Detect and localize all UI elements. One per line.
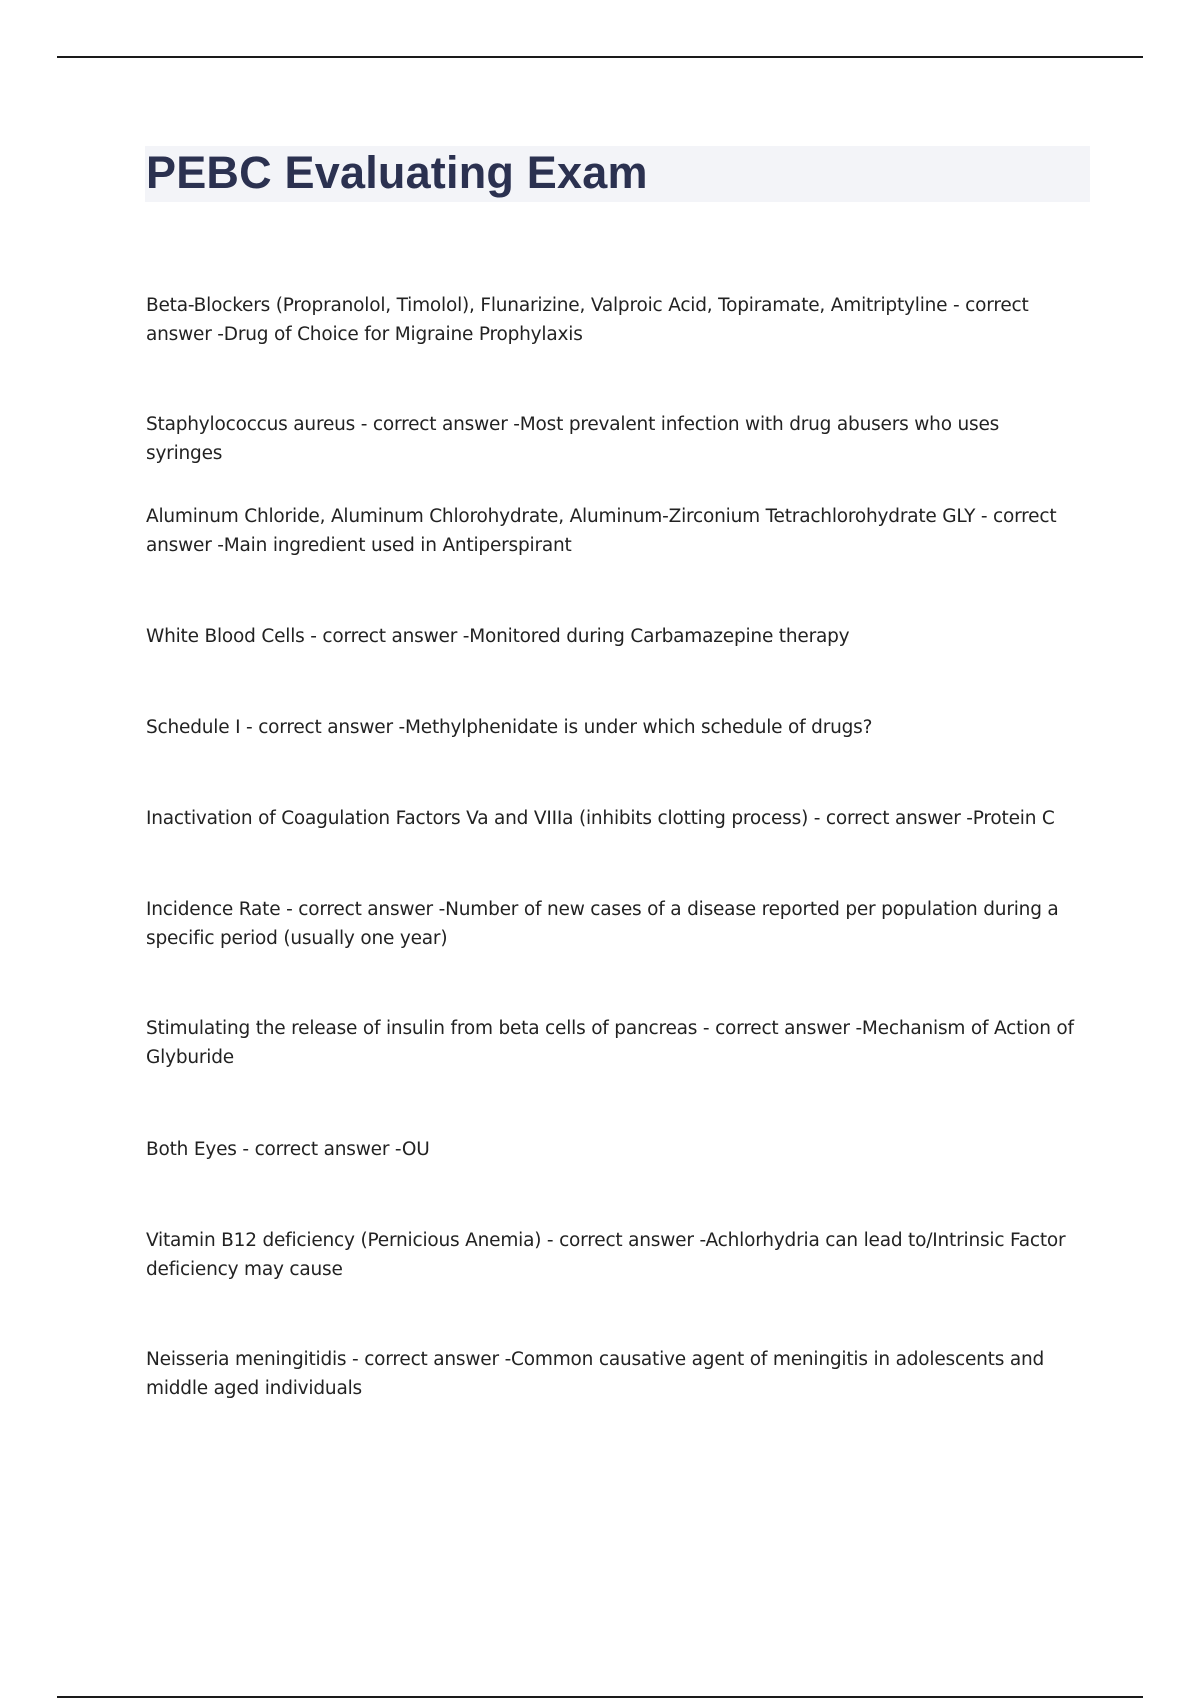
flashcard-item	[146, 1136, 1076, 1165]
flashcard-answer: Main ingredient used in Antiperspirant	[223, 534, 572, 556]
answer-separator: - correct answer -	[697, 1018, 862, 1039]
flashcard-question: Stimulating the release of insulin from beta cells of pancreas	[146, 1018, 698, 1039]
flashcard-answer: OU	[401, 1139, 430, 1160]
flashcard-question: Both Eyes	[146, 1139, 237, 1160]
flashcard-question: Inactivation of Coagulation Factors Va and VIIIa (inhibits clotting process)	[146, 808, 809, 829]
flashcard-answer: Mechanism of Action of Glyburide	[146, 1018, 1074, 1068]
answer-separator: - correct answer -	[146, 506, 1057, 556]
flashcard-question: Beta-Blockers (Propranolol, Timolol), Flunarizine, Valproic Acid, Topiramate, Amitriptyline	[146, 295, 948, 316]
flashcard-item	[146, 1346, 1076, 1403]
header-rule	[57, 56, 1143, 58]
flashcard-item	[146, 1227, 1076, 1284]
page-title: PEBC Evaluating Exam	[146, 147, 648, 198]
flashcard-item	[146, 292, 1076, 349]
flashcard-item	[146, 623, 1076, 652]
flashcard-question: Staphylococcus aureus	[146, 414, 356, 435]
flashcard-item	[146, 411, 1076, 468]
answer-separator: - correct answer -	[240, 717, 406, 738]
flashcard-answer: Monitored during Carbamazepine therapy	[469, 626, 850, 647]
answer-separator: - correct answer -	[355, 414, 520, 435]
flashcard-answer: Methylphenidate is under which schedule of drugs?	[405, 717, 873, 738]
answer-separator: - correct answer -	[236, 1139, 402, 1160]
answer-separator: - correct answer -	[146, 295, 1029, 345]
flashcard-question: Incidence Rate	[146, 899, 281, 920]
flashcard-item	[146, 1015, 1076, 1072]
flashcard-answer: Achlorhydria can lead to/Intrinsic Factor deficiency may cause	[146, 1230, 1066, 1280]
flashcard-item	[146, 896, 1076, 953]
flashcard-item	[146, 805, 1076, 834]
flashcard-item	[146, 503, 1076, 560]
flashcard-answer: Number of new cases of a disease reported per population during a specific period (usually one year)	[146, 899, 1059, 949]
answer-separator: - correct answer -	[304, 626, 470, 647]
flashcard-answer: Common causative agent of meningitis in adolescents and middle aged individuals	[146, 1349, 1045, 1399]
flashcard-question: Schedule I	[146, 717, 241, 738]
flashcard-answer: Most prevalent infection with drug abusers who uses syringes	[146, 414, 1000, 464]
flashcard-question: Vitamin B12 deficiency (Pernicious Anemia)	[146, 1230, 542, 1251]
footer-rule	[57, 1696, 1143, 1698]
flashcard-answer: Drug of Choice for Migraine Prophylaxis	[223, 323, 583, 345]
answer-separator: - correct answer -	[541, 1230, 706, 1251]
flashcard-question: Aluminum Chloride, Aluminum Chlorohydrate, Aluminum-Zirconium Tetrachlorohydrate GLY	[146, 506, 976, 527]
answer-separator: - correct answer -	[346, 1349, 512, 1370]
flashcard-question: Neisseria meningitidis	[146, 1349, 347, 1370]
answer-separator: - correct answer -	[280, 899, 446, 920]
flashcard-item	[146, 714, 1076, 743]
flashcard-question: White Blood Cells	[146, 626, 305, 647]
flashcard-answer: Protein C	[972, 808, 1055, 829]
answer-separator: - correct answer -	[808, 808, 973, 829]
